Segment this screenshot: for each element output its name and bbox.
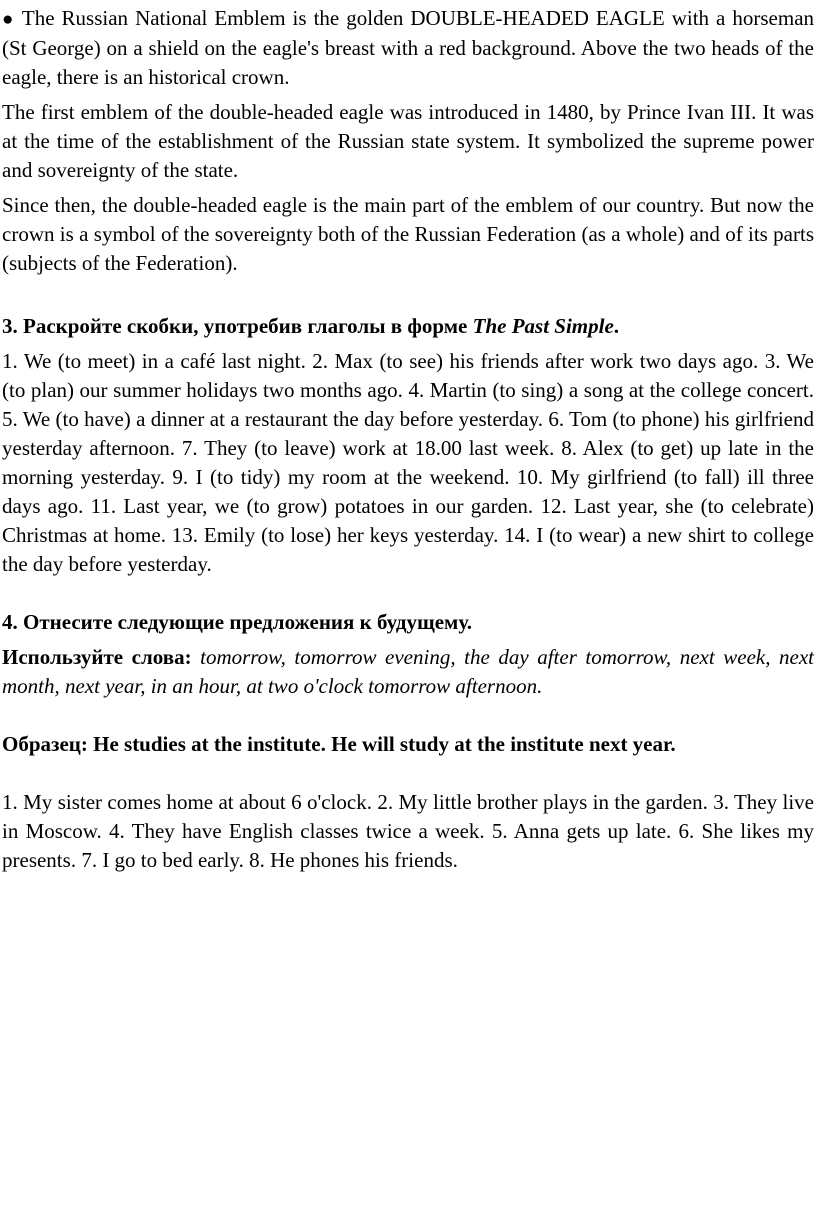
task3-heading-tense: The Past Simple <box>472 314 614 338</box>
intro-text-1: The Russian National Emblem is the golden DOUBLE-HEADED EAGLE with a horseman (St George) on a shield on the eagle's breast with a red background. Above the two heads of the eagle, there is an historical crown. <box>2 6 815 89</box>
intro-paragraph-3: Since then, the double-headed eagle is the main part of the emblem of our country. But now the crown is a symbol of the sovereignty both of the Russian Federation (as a whole) and of its parts (subjects of the Federation). <box>2 193 814 275</box>
task4-words-label: Используйте слова: <box>2 645 192 669</box>
task3-heading-text: 3. Раскройте скобки, употребив глаголы в форме <box>2 314 473 338</box>
task4-words-list: tomorrow, tomorrow evening, the day after tomorrow, next week, next month, next year, in an hour, at two o'clock tomorrow afternoon. <box>2 645 814 698</box>
task3-heading <box>2 312 814 341</box>
task4-words <box>2 643 814 701</box>
task4-heading: 4. Отнесите следующие предложения к будущему. <box>2 610 472 634</box>
task4-sample: Образец: He studies at the institute. He will study at the institute next year. <box>2 732 676 756</box>
intro-paragraph-1 <box>2 4 814 92</box>
task3-exercise-text: 1. We (to meet) in a café last night. 2. Max (to see) his friends after work two days ago. 3. We (to plan) our summer holidays two months ago. 4. Martin (to sing) a song at the college concert. 5. We (to have) a dinner at a restaurant the day before yesterday. 6. Tom (to phone) his girlfriend yesterday afternoon. 7. They (to leave) work at 18.00 last week. 8. Alex (to get) up late in the morning yesterday. 9. I (to tidy) my room at the weekend. 10. My girlfriend (to fall) ill three days ago. 11. Last year, we (to grow) potatoes in our garden. 12. Last year, she (to celebrate) Christmas at home. 13. Emily (to lose) her keys yesterday. 14. I (to wear) a new shirt to college the day before yesterday. <box>2 349 814 576</box>
intro-paragraph-2: The first emblem of the double-headed eagle was introduced in 1480, by Prince Ivan III. It was at the time of the establishment of the Russian state system. It symbolized the supreme power and sovereignty of the state. <box>2 100 814 182</box>
task4-exercise-text: 1. My sister comes home at about 6 o'clock. 2. My little brother plays in the garden. 3. They live in Moscow. 4. They have English classes twice a week. 5. Anna gets up late. 6. She likes my presents. 7. I go to bed early. 8. He phones his friends. <box>2 790 814 872</box>
bullet-icon: ● <box>2 9 16 30</box>
task3-heading-end: . <box>613 314 620 338</box>
